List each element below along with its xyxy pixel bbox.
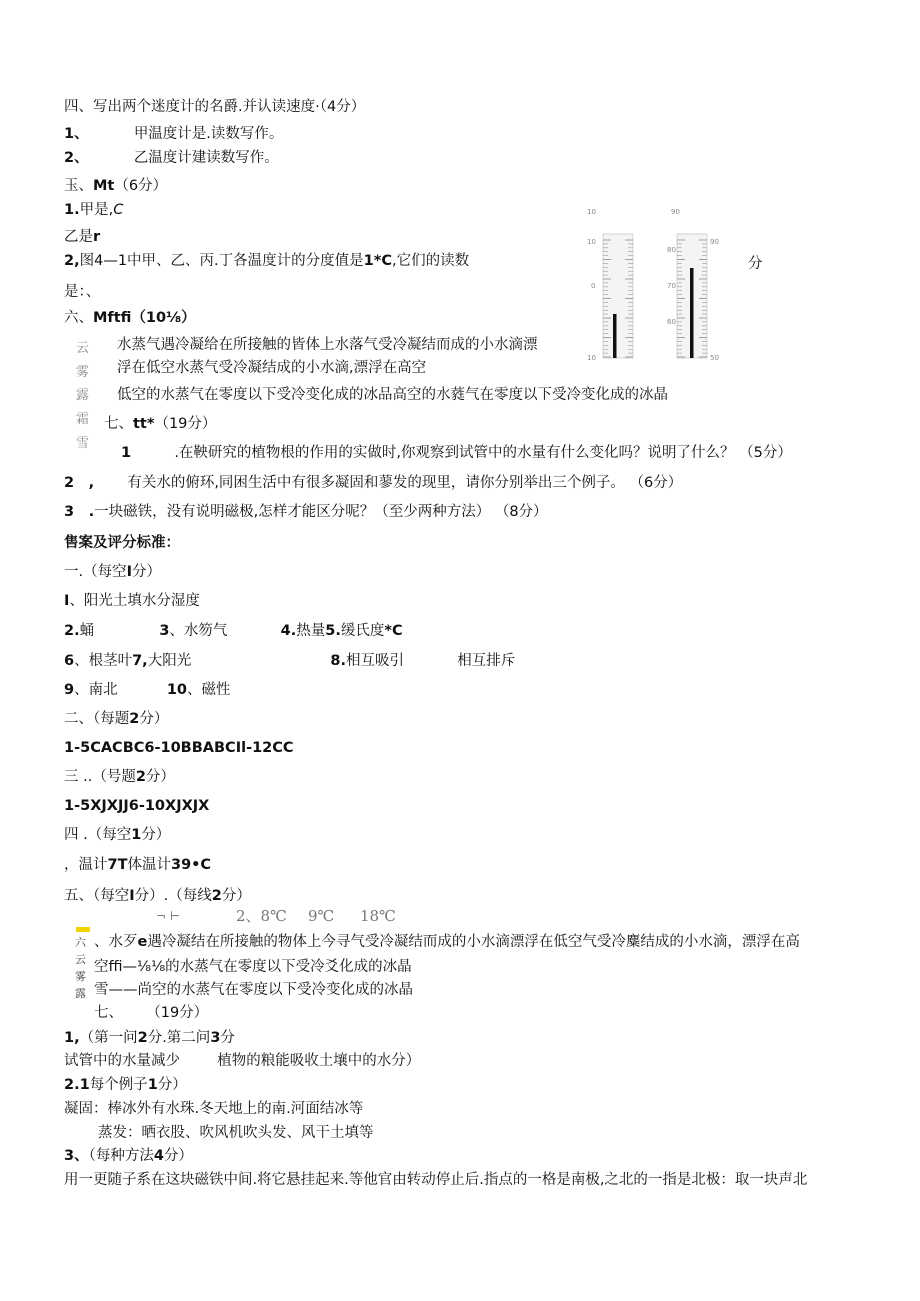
q7-line-1-num: 1 — [121, 445, 132, 461]
ans-s7-l1-num: 1, — [64, 1030, 80, 1046]
q6-title — [64, 308, 196, 328]
q5-line-3-num: 2, — [64, 253, 80, 269]
thermo-left-top-label: 10 — [587, 208, 596, 216]
ans-s5-title-a: 五、（每空 — [64, 888, 130, 904]
ans-s5-faint-a: ¬ ⊢ — [156, 909, 181, 923]
ans-s1-l2-text-a: 蛹 — [79, 623, 95, 639]
q7-line-2-score: （6分） — [629, 475, 683, 491]
ans-s7-l1-text-c: 分 — [220, 1030, 235, 1046]
q7-title-a: 七、 — [104, 416, 133, 432]
ans-s7-l6-val: 4 — [153, 1148, 164, 1164]
ans-s1-line-4 — [64, 680, 231, 700]
q6-line-3: 低空的水蒸气在零度以下受冷变化成的冰品高空的水蕤气在零度以下受冷变化成的冰晶 — [117, 387, 668, 403]
ans-s1-l4-text-a: 、南北 — [74, 682, 118, 698]
ans-s7-line-3 — [64, 1075, 187, 1095]
q4-line-1-text: 甲温度计是.读数写作。 — [133, 126, 284, 142]
ans-s1-line-1 — [64, 591, 200, 611]
thermometer-right — [667, 208, 719, 362]
highlight-marker — [76, 927, 90, 932]
ans-s5-title — [64, 886, 251, 906]
thermo-left-label-mid: 0 — [591, 282, 596, 290]
ans-s1-l3-num-b: 7, — [132, 653, 148, 669]
q7-line-2 — [64, 473, 682, 493]
ans-s7-line-7: 用一更随子系在这块磁铁中间.将它悬挂起来.等他官由转动停止后.指点的一格是南极,之北的一指是北极：取一块声北 — [64, 1172, 808, 1188]
ans-s1-l3-text-c: 相互吸引 — [346, 653, 405, 669]
ans-s7-l2-text-b: 植物的粮能吸收土壤中的水分） — [217, 1053, 421, 1069]
ans-s1-line-1-text: 、阳光土填水分湿度 — [69, 593, 200, 609]
q5-line-1 — [64, 200, 123, 220]
ans-s5-title-b: I — [129, 888, 135, 904]
ans-s7-l3-num: 2.1 — [64, 1077, 90, 1093]
ans-s1-l2-num-c: 4. — [280, 623, 297, 639]
ans-s2-title-b: 2 — [129, 711, 140, 727]
ans-s6-side-2: 云 — [75, 953, 86, 966]
q7-line-1-text: .在鞅研究的植物根的作用的实做时,你观察到试管中的水量有什么变化吗？说明了什么？ — [174, 445, 735, 461]
q7-line-3-text: 一块磁铁，没有说明磁极,怎样才能区分呢？（至少两种方法） — [94, 504, 491, 520]
q5-line-1-num: 1. — [64, 202, 80, 218]
q4-line-2-text: 乙温度计建读数写作。 — [133, 150, 279, 166]
q6-side-3: 露 — [76, 388, 90, 403]
q5-line-2-text: 乙是 — [64, 229, 93, 245]
ans-s5-faint-b: 2、8℃ — [236, 907, 287, 925]
q6-side-5: 雪 — [76, 436, 90, 451]
thermo-right-label-d: 60 — [667, 318, 676, 326]
q4-line-1-num: 1、 — [64, 126, 89, 142]
ans-s7-l1-text-b: 分.第二问 — [147, 1030, 211, 1046]
ans-s7-l3-text-b: 分） — [157, 1077, 187, 1093]
ans-s4-l1-value-a: 7T — [107, 857, 128, 873]
ans-s6-side-1: 六 — [75, 936, 86, 949]
thermometer-left — [587, 208, 633, 362]
q7-title-b: tt* — [133, 416, 155, 432]
ans-s7-line-1 — [64, 1028, 235, 1048]
ans-s7-line-6 — [64, 1146, 193, 1166]
ans-s1-line-1-num: I — [64, 593, 70, 609]
thermo-right-top-label: 90 — [671, 208, 680, 216]
q7-line-3 — [64, 502, 548, 522]
ans-s7-line-4: 凝固：棒冰外有水珠.冬天地上的南.河面结冰等 — [64, 1101, 364, 1117]
q7-line-2-text: 有关水的俯环,同困生活中有很多凝固和蓼发的现里，请你分别举出三个例子。 — [127, 475, 625, 491]
q4-line-2-num: 2、 — [64, 150, 89, 166]
thermometer-figure — [585, 202, 725, 364]
q7-line-1 — [121, 443, 792, 463]
ans-s4-l1-value-b: 39•C — [170, 857, 212, 873]
q5-line-3-value: 1*C — [363, 253, 392, 269]
q7-line-3-score: （8分） — [494, 504, 548, 520]
ans-s6-line-2: 空ffi—⅛⅛的水蒸气在零度以下受冷爻化成的冰晶 — [94, 959, 412, 975]
ans-s1-line-3 — [64, 651, 515, 671]
q6-side-1: 云 — [76, 341, 90, 356]
ans-s6-side-3: 雾 — [75, 970, 86, 983]
ans-s5-title-e: 分） — [221, 888, 251, 904]
q6-side-2: 雾 — [76, 365, 90, 380]
ans-s3-title-a: 三 ..（号题 — [64, 769, 136, 785]
ans-s7-title — [94, 1003, 208, 1023]
ans-s1-title-b: I — [126, 564, 133, 580]
ans-s7-l3-val: 1 — [147, 1077, 158, 1093]
thermo-left-label-a: 10 — [587, 238, 596, 246]
ans-s7-l6-text-b: 分） — [163, 1148, 193, 1164]
ans-s4-l1-text-b: 体温计 — [127, 857, 171, 873]
thermo-right-label-a: 90 — [710, 238, 719, 246]
q6-line-2: 浮在低空水蒸气受冷凝结成的小水滴,漂浮在高空 — [117, 360, 427, 376]
q7-line-3-num: 3 . — [64, 504, 95, 520]
q7-title-c: （19分） — [154, 416, 217, 432]
ans-s5-title-c: 分）.（每线 — [134, 888, 212, 904]
ans-s1-l4-num-b: 10 — [166, 682, 187, 698]
ans-s7-title-a: 七、 — [94, 1005, 123, 1021]
ans-s4-l1-text-a: ，温计 — [64, 857, 108, 873]
q5-line-2 — [64, 227, 100, 247]
thermo-left-label-bot: 10 — [587, 354, 596, 362]
ans-s5-faint-d: 18℃ — [360, 907, 396, 925]
ans-s6-l1-text-a: 、水歹 — [94, 934, 138, 950]
ans-s3-title-b: 2 — [135, 769, 146, 785]
ans-s2-title — [64, 709, 168, 729]
ans-s1-line-2 — [64, 621, 403, 641]
ans-s1-l2-unit: *C — [384, 623, 403, 639]
ans-s1-l2-text-d: 缓氏度 — [340, 623, 385, 639]
ans-s5-title-d: 2 — [211, 888, 222, 904]
ans-s2-line-1: 1-5CACBC6-10BBABCIl-12CC — [64, 740, 294, 756]
thermo-right-label-bot: 50 — [710, 354, 719, 362]
ans-s1-l3-text-d: 相互排斥 — [457, 653, 516, 669]
ans-s6-line-3: 雪——尚空的水蒸气在零度以下受冷变化成的冰晶 — [94, 982, 413, 998]
ans-s3-line-1: 1-5XJXJJ6-10XJXJX — [64, 798, 210, 814]
q7-line-2-num: 2 , — [64, 475, 95, 491]
q5-line-3 — [64, 251, 469, 271]
q6-line-1: 水蒸气遇冷凝给在所接触的皆体上水落气受冷凝结而成的小水滴漂 — [117, 337, 538, 353]
ans-s5-faint-c: 9℃ — [308, 907, 335, 925]
ans-s7-l1-val-a: 2 — [137, 1030, 148, 1046]
thermo-right-label-b: 80 — [667, 246, 676, 254]
ans-s3-title-c: 分） — [145, 769, 175, 785]
answers-title: 售案及评分标准： — [64, 535, 180, 551]
ans-s2-title-a: 二、（每题 — [64, 711, 130, 727]
ans-s1-l2-num-d: 5. — [325, 623, 341, 639]
ans-s1-l3-num-c: 8. — [330, 653, 347, 669]
thermo-right-label-c: 70 — [667, 282, 676, 290]
ans-s3-title — [64, 767, 175, 787]
ans-s6-line-1 — [94, 932, 800, 952]
ans-s1-l3-num-a: 6 — [64, 653, 75, 669]
q5-score-unit: 分 — [748, 256, 763, 272]
ans-s7-l6-num: 3、 — [64, 1148, 89, 1164]
ans-s1-l4-text-b: 、磁性 — [187, 682, 231, 698]
ans-s4-title-a: 四 .（每空 — [64, 827, 132, 843]
ans-s1-title-c: 分） — [132, 564, 162, 580]
ans-s7-l2-text-a: 试管中的水量减少 — [64, 1053, 180, 1069]
q5-line-4: 是：、 — [64, 284, 101, 300]
ans-s1-l2-text-b: 、水笏气 — [169, 623, 228, 639]
q5-title-b: Mt — [93, 178, 115, 194]
q5-title-a: 玉、 — [64, 178, 93, 194]
q6-side-4: 霜 — [76, 412, 90, 427]
ans-s7-line-2 — [64, 1051, 420, 1071]
ans-s1-l2-num-b: 3 — [159, 623, 170, 639]
q5-line-3-text: 图4—1中甲、乙、丙.丁各温度计的分度值是 — [79, 253, 364, 269]
q5-line-1-text: 甲是, — [79, 202, 114, 218]
thermometer-left-column — [613, 314, 617, 358]
q4-title: 四、写出两个迷度计的名爵.并认读速度·（4分） — [64, 99, 366, 115]
ans-s7-l3-text-a: 每个例子 — [89, 1077, 148, 1093]
ans-s1-title — [64, 562, 161, 582]
q5-title-c: （6分） — [114, 178, 168, 194]
ans-s1-l4-num-a: 9 — [64, 682, 75, 698]
q5-line-2-unit: r — [93, 229, 101, 245]
ans-s4-title — [64, 825, 170, 845]
ans-s4-title-c: 分） — [141, 827, 171, 843]
ans-s7-l1-val-b: 3 — [210, 1030, 221, 1046]
ans-s4-title-b: 1 — [131, 827, 142, 843]
ans-s1-l2-text-c: 热量 — [296, 623, 326, 639]
ans-s6-l1-text-b: 遇冷凝结在所接触的物体上今寻气受冷凝结而成的小水滴漂浮在低空气受冷麋结成的小水滴，漂浮在高 — [147, 934, 800, 950]
q5-line-3-tail: ,它们的读数 — [392, 253, 470, 269]
ans-s6-side-4: 露 — [75, 987, 86, 1000]
thermometer-right-column — [690, 268, 694, 358]
q7-line-1-score: （5分） — [739, 445, 792, 461]
q4-line-1 — [64, 124, 283, 144]
q4-line-2 — [64, 148, 279, 168]
q6-title-b: Mftfi（10⅛） — [93, 310, 196, 326]
ans-s4-line-1 — [64, 855, 211, 875]
ans-s6-l1-char: e — [137, 934, 148, 950]
q6-title-a: 六、 — [64, 310, 93, 326]
ans-s7-l6-text-a: （每种方法 — [88, 1148, 154, 1164]
q5-line-1-unit: C — [113, 202, 124, 218]
ans-s1-title-a: 一.（每空 — [64, 564, 127, 580]
ans-s7-line-5: 蒸发：晒衣股、吹风机吹头发、风干土填等 — [98, 1125, 374, 1141]
ans-s2-title-c: 分） — [139, 711, 169, 727]
ans-s1-l2-num-a: 2. — [64, 623, 80, 639]
ans-s7-title-b: （19分） — [146, 1005, 209, 1021]
ans-s1-l3-text-b: 大阳光 — [147, 653, 192, 669]
q5-title — [64, 176, 167, 196]
ans-s7-l1-text-a: （第一问 — [79, 1030, 138, 1046]
ans-s1-l3-text-a: 、根茎叶 — [74, 653, 133, 669]
q7-title — [104, 414, 216, 434]
